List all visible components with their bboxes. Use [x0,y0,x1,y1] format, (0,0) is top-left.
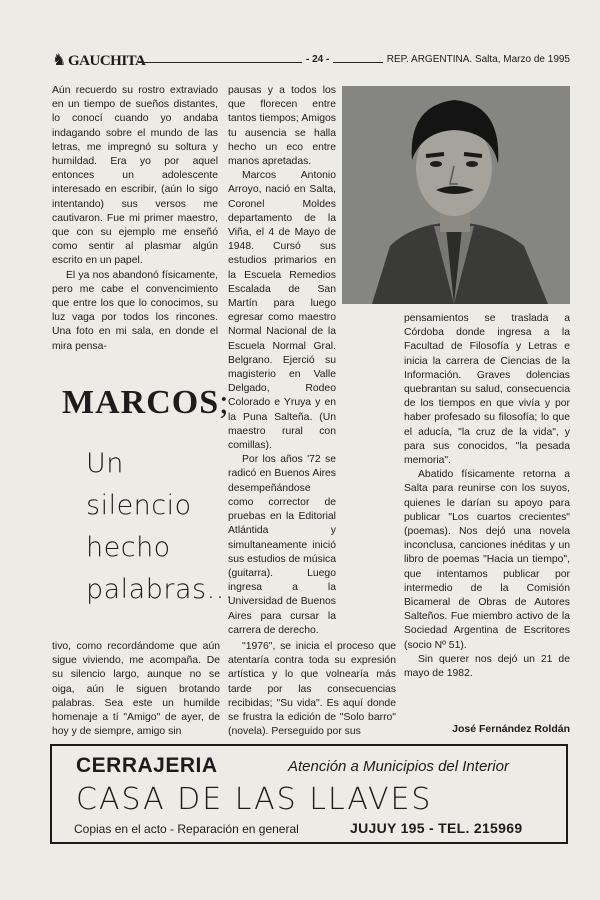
author-signature: José Fernández Roldán [452,723,570,735]
author-portrait-photo [342,86,570,304]
headline-line: Un [86,448,124,479]
paragraph: pausas y a todos los que florecen entre tantos tiempos; Amigos tu ausencia se halla hecho un eco entre manos apretadas. [228,85,336,168]
paragraph: El ya nos abandonó físicamente, pero me cabe el convencimiento que entre los que lo conocimos, su luz vaga por todos los rincones. Una foto en mi sala, en donde el mira pensa- [52,269,218,352]
publication-logo: GAUCHITA [68,53,146,69]
headline-name: MARCOS; [62,384,230,421]
ad-tagline: Atención a Municipios del Interior [288,758,509,775]
ad-address-phone: JUJUY 195 - TEL. 215969 [350,820,523,836]
paragraph: tivo, como recordándome que aún sigue viviendo, me acompaña. De su silencio largo, aunque no se oiga, aún le siguen brotando palabras. Sea este un humilde homenaje a tí "Amigo" de ayer, de hoy y de siempre, amigo sin [52,641,220,738]
ad-business-name: CASA DE LAS LLAVES [76,782,433,817]
page-header [52,52,570,74]
headline-line: hecho [86,532,171,563]
gaucho-horse-icon: ♞ [52,52,67,69]
page-number: - 24 - [302,54,333,65]
article-column-1-bottom [52,640,220,739]
paragraph: Abatido físicamente retorna a Salta para reunirse con los suyos, quienes le darían su apoyo para publicar "Los cuartos crecientes" (poemas). Nos dejó una novela inconclusa, canciones inéditas y un libro de poemas "Hacia un tiempo", que intentamos publicar por intermedio de la Comisión Bicameral de Obras de Autores Salteños. Fue miembro activo de la Sociedad Argentina de Escritores (socio Nº 51). [404,469,570,651]
article-column-1-top [52,84,218,354]
paragraph: Sin querer nos dejó un 21 de mayo de 1982. [404,653,570,680]
headline-line: silencio [86,490,192,521]
article-column-3 [404,312,570,681]
headline [62,384,262,634]
paragraph: pensamientos se traslada a Córdoba donde ingresa a la Facultad de Filosofía y Letras e inicia la carrera de Ciencias de la Información. Graves dolencias quebrantan su salud, consecuencia de los tiempos en que vivía y por haber profesado su filosofía; lo que el aducía, "la cruz de la vida", y para sus conocidos, "la pesada memoria". [404,313,570,467]
paragraph: "1976", se inicia el proceso que atentaría contra toda su expresión artística y lo que volnearía más tarde por las consecuencias recibidas; "Su vida". Es aquí donde se frustra la edición de "Solo barro" (novela). Perseguido por sus [228,641,396,738]
article-column-2-bottom [228,640,396,739]
portrait-illustration [342,86,570,304]
paragraph: Por los años '72 se radicó en Buenos Aires desempeñándose como corrector de pruebas en la Editorial Atlántida y simultaneamente inició sus estudios de música (guitarra). Luego ingresa a la Universidad de Buenos Aires para cursar la carrera de derecho. [228,454,337,636]
ad-title: CERRAJERIA [76,754,218,777]
headline-line: palabras... [86,574,234,605]
dateline: REP. ARGENTINA. Salta, Marzo de 1995 [383,54,570,65]
ad-services: Copias en el acto - Reparación en general [74,822,299,836]
advertisement-box [50,744,568,844]
paragraph: Aún recuerdo su rostro extraviado en un tiempo de sueños distantes, lo conocí cuando yo andaba indagando sobre el mundo de las letras, me impregnó su soltura y humildad. Era yo por aquel entonces un adolescente interesado en escribir, (aún lo sigo intentando) sus versos me cautivaron. Fue mi primer maestro, que con su ejemplo me enseñó como sentir al plasmar algún escrito en un papel. [52,85,218,267]
paragraph: Marcos Antonio Arroyo, nació en Salta, Coronel Moldes departamento de la Viña, el 4 de Mayo de 1948. Cursó sus estudios primarios en la Escuela Remedios Escalada de San Martín para luego egresar como maestro Normal Nacional de la Escuela Normal Gral. Belgrano. Ejerció su magisterio en Valle Delgado, Rodeo Colorado e Yruya y en la Puna Salteña. (Un maestro rural con comillas). [228,170,336,452]
